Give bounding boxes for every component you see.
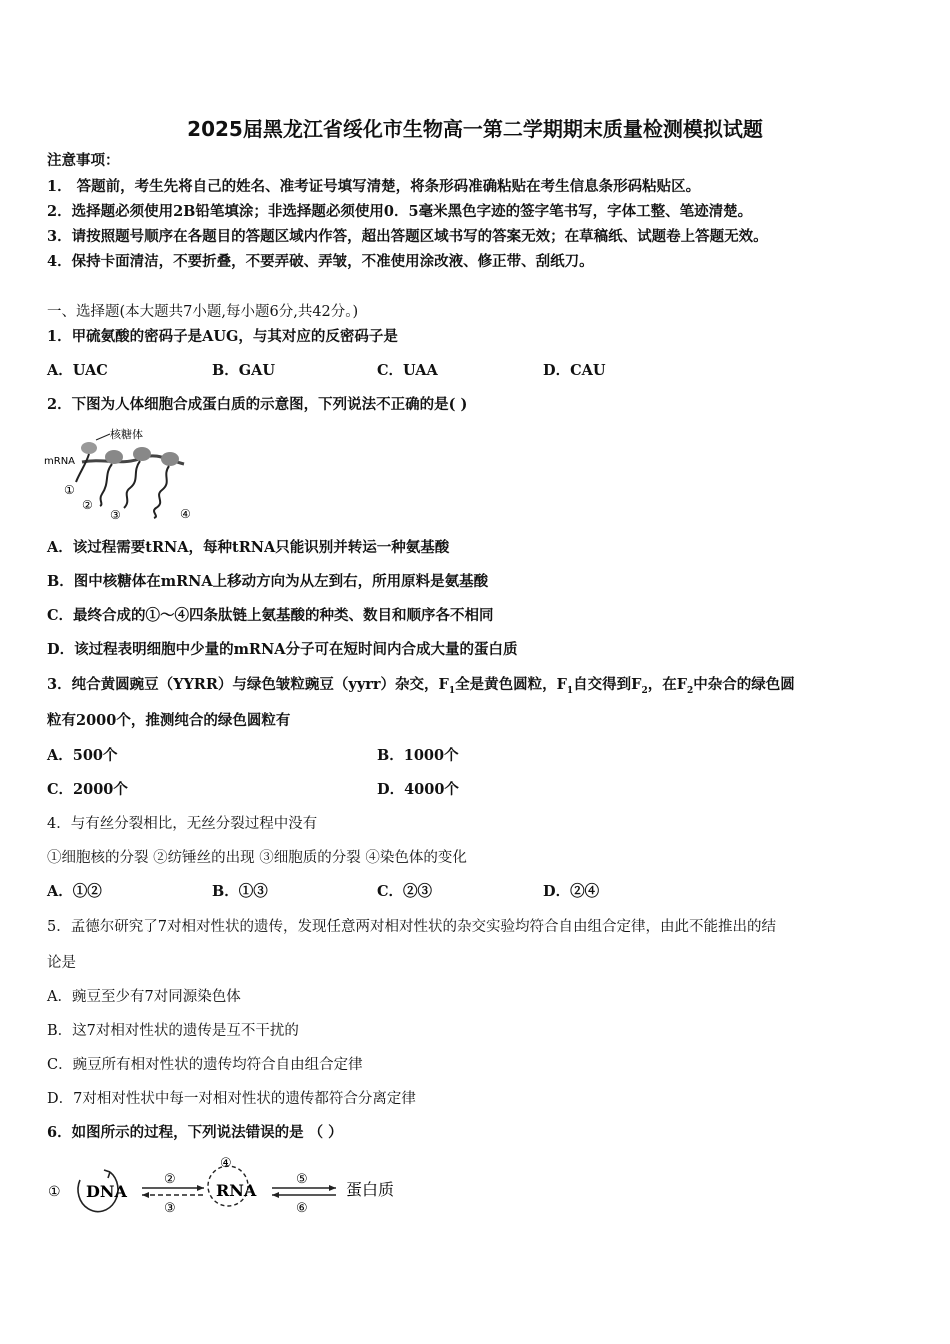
option-a: A．①②: [47, 883, 102, 900]
notice-heading: 注意事项：: [47, 152, 120, 169]
marker-3: ③: [164, 1201, 176, 1216]
question-4-stem: 4．与有丝分裂相比，无丝分裂过程中没有: [47, 816, 318, 832]
marker-1: ①: [64, 483, 75, 497]
q3-f2-sub: 2: [641, 685, 648, 696]
arrowhead: [329, 1185, 336, 1191]
arrowhead: [142, 1192, 149, 1198]
ribosome: [161, 452, 179, 466]
question-5-stem-line2: 论是: [47, 955, 76, 971]
marker-3: ③: [110, 508, 121, 522]
arrowhead: [104, 1170, 110, 1178]
marker-4: ④: [220, 1156, 232, 1171]
notice-item: 2．选择题必须使用2B铅笔填涂；非选择题必须使用0．5毫米黑色字迹的签字笔书写，字体工整、笔迹清楚。: [47, 203, 753, 220]
ribosome: [133, 447, 151, 461]
label-pointer: [96, 434, 110, 440]
protein-label: 蛋白质: [346, 1180, 395, 1199]
q3-text: 全是黄色圆粒，: [455, 676, 557, 693]
question-5-option-c: C．豌豆所有相对性状的遗传均符合自由组合定律: [47, 1057, 363, 1073]
protein-synthesis-figure: [44, 424, 200, 524]
section-heading: 一、选择题(本大题共7小题,每小题6分,共42分。): [47, 304, 359, 320]
question-5-stem: 5．孟德尔研究了7对相对性状的遗传，发现任意两对相对性状的杂交实验均符合自由组合定律，由此不能推出的结: [47, 919, 776, 935]
arrowhead: [272, 1192, 279, 1198]
q3-f1: F: [438, 676, 449, 693]
q3-f2-sub: 2: [687, 685, 694, 696]
marker-1: ①: [48, 1184, 61, 1200]
option-a: A．500个: [47, 747, 118, 764]
question-5-option-b: B．这7对相对性状的遗传是互不干扰的: [47, 1023, 299, 1039]
q3-f1-sub: 1: [448, 685, 456, 696]
option-c: C．UAA: [377, 362, 438, 379]
ribosome-label: 核糖体: [110, 428, 143, 441]
question-2-stem: 2．下图为人体细胞合成蛋白质的示意图，下列说法不正确的是( ): [47, 396, 468, 413]
ribosome: [105, 450, 123, 464]
q3-f1: F: [556, 676, 567, 693]
option-d: D．②④: [543, 883, 600, 900]
peptide-chain: [76, 454, 89, 482]
peptide-chain: [154, 466, 169, 518]
question-2-option-d: D．该过程表明细胞中少量的mRNA分子可在短时间内合成大量的蛋白质: [47, 641, 518, 658]
page-title: 2025届黑龙江省绥化市生物高一第二学期期末质量检测模拟试题: [187, 117, 763, 141]
peptide-chain: [124, 461, 140, 508]
marker-5: ⑤: [296, 1172, 308, 1187]
marker-2: ②: [82, 498, 93, 512]
question-5-option-a: A．豌豆至少有7对同源染色体: [47, 989, 241, 1005]
q3-text: 自交得到: [573, 676, 632, 693]
q3-f2: F: [676, 676, 688, 693]
mrna-label: mRNA: [44, 456, 76, 467]
question-5-option-d: D．7对相对性状中每一对相对性状的遗传都符合分离定律: [47, 1091, 416, 1107]
question-2-option-b: B．图中核糖体在mRNA上移动方向为从左到右，所用原料是氨基酸: [47, 573, 489, 590]
central-dogma-figure: [44, 1150, 424, 1220]
option-a: A．UAC: [47, 362, 108, 379]
ribosome: [81, 442, 97, 454]
q3-text: 3．纯合黄圆豌豆（YYRR）与绿色皱粒豌豆（yyrr）杂交，: [47, 676, 439, 693]
question-2-option-a: A．该过程需要tRNA，每种tRNA只能识别并转运一种氨基酸: [47, 539, 450, 556]
q3-f1-sub: 1: [566, 685, 574, 696]
dna-label: DNA: [86, 1182, 127, 1201]
q3-f2: F: [631, 676, 642, 693]
option-c: C．2000个: [47, 781, 128, 798]
notice-item: 3．请按照题号顺序在各题目的答题区域内作答，超出答题区域书写的答案无效；在草稿纸、试题卷上答题无效。: [47, 228, 768, 245]
q3-text: ，在: [647, 676, 677, 693]
notice-item: 4．保持卡面清洁，不要折叠，不要弄破、弄皱，不准使用涂改液、修正带、刮纸刀。: [47, 253, 594, 270]
option-c: C．②③: [377, 883, 433, 900]
question-2-option-c: C．最终合成的①～④四条肽链上氨基酸的种类、数目和顺序各不相同: [47, 607, 494, 624]
marker-4: ④: [180, 507, 191, 521]
question-3-stem: [47, 676, 795, 700]
rna-label: RNA: [216, 1181, 257, 1200]
option-d: D．CAU: [543, 362, 606, 379]
question-3-stem-line2: 粒有2000个，推测纯合的绿色圆粒有: [47, 712, 291, 729]
question-1-stem: 1．甲硫氨酸的密码子是AUG，与其对应的反密码子是: [47, 328, 398, 345]
marker-2: ②: [164, 1172, 176, 1187]
question-6-stem: 6．如图所示的过程，下列说法错误的是 （ ）: [47, 1124, 343, 1141]
peptide-chain: [100, 464, 112, 506]
q3-text: 中杂合的绿色圆: [693, 676, 795, 693]
marker-6: ⑥: [296, 1201, 308, 1216]
arrowhead: [197, 1185, 204, 1191]
option-b: B．①③: [212, 883, 268, 900]
question-4-items: ①细胞核的分裂 ②纺锤丝的出现 ③细胞质的分裂 ④染色体的变化: [47, 850, 467, 866]
notice-item: 1． 答题前，考生先将自己的姓名、准考证号填写清楚，将条形码准确粘贴在考生信息条形码粘贴区。: [47, 178, 701, 195]
option-b: B．1000个: [377, 747, 459, 764]
option-b: B．GAU: [212, 362, 276, 379]
option-d: D．4000个: [377, 781, 459, 798]
